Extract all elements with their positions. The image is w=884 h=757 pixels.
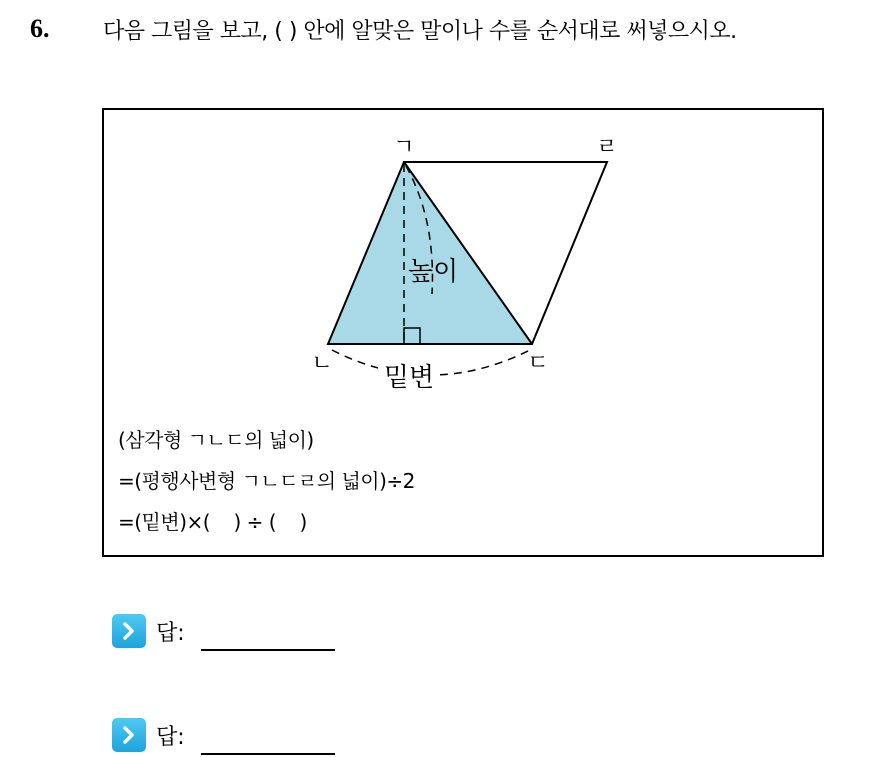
vertex-label-b: ㄴ xyxy=(311,351,333,376)
answer-label: 답: xyxy=(156,620,185,646)
vertex-label-a: ㄱ xyxy=(393,135,415,160)
vertex-label-d: ㄹ xyxy=(596,135,618,160)
figure-box xyxy=(102,108,824,557)
parallelogram-diagram xyxy=(104,110,824,410)
answer-blank-2[interactable] xyxy=(201,723,335,755)
formula-line-1: (삼각형 ㄱㄴㄷ의 넓이) xyxy=(118,428,314,452)
formula-line-2: =(평행사변형 ㄱㄴㄷㄹ의 넓이)÷2 xyxy=(118,469,415,493)
height-label: 높이 xyxy=(408,257,459,287)
formula-line-3: =(밑변)×( ) ÷ ( ) xyxy=(118,510,307,534)
question-number: 6. xyxy=(30,14,50,43)
triangle-shading xyxy=(328,162,532,344)
answer-label: 답: xyxy=(156,724,185,750)
formula xyxy=(118,420,415,543)
vertex-label-c: ㄷ xyxy=(527,351,549,376)
answer-arrow-icon[interactable] xyxy=(112,614,146,648)
question-text: 다음 그림을 보고, ( ) 안에 알맞은 말이나 수를 순서대로 써넣으시오. xyxy=(103,19,737,44)
answer-row-2 xyxy=(112,715,335,755)
base-label: 밑변 xyxy=(383,363,435,393)
answer-arrow-icon[interactable] xyxy=(112,718,146,752)
answer-blank-1[interactable] xyxy=(201,619,335,651)
answer-row-1 xyxy=(112,611,335,651)
